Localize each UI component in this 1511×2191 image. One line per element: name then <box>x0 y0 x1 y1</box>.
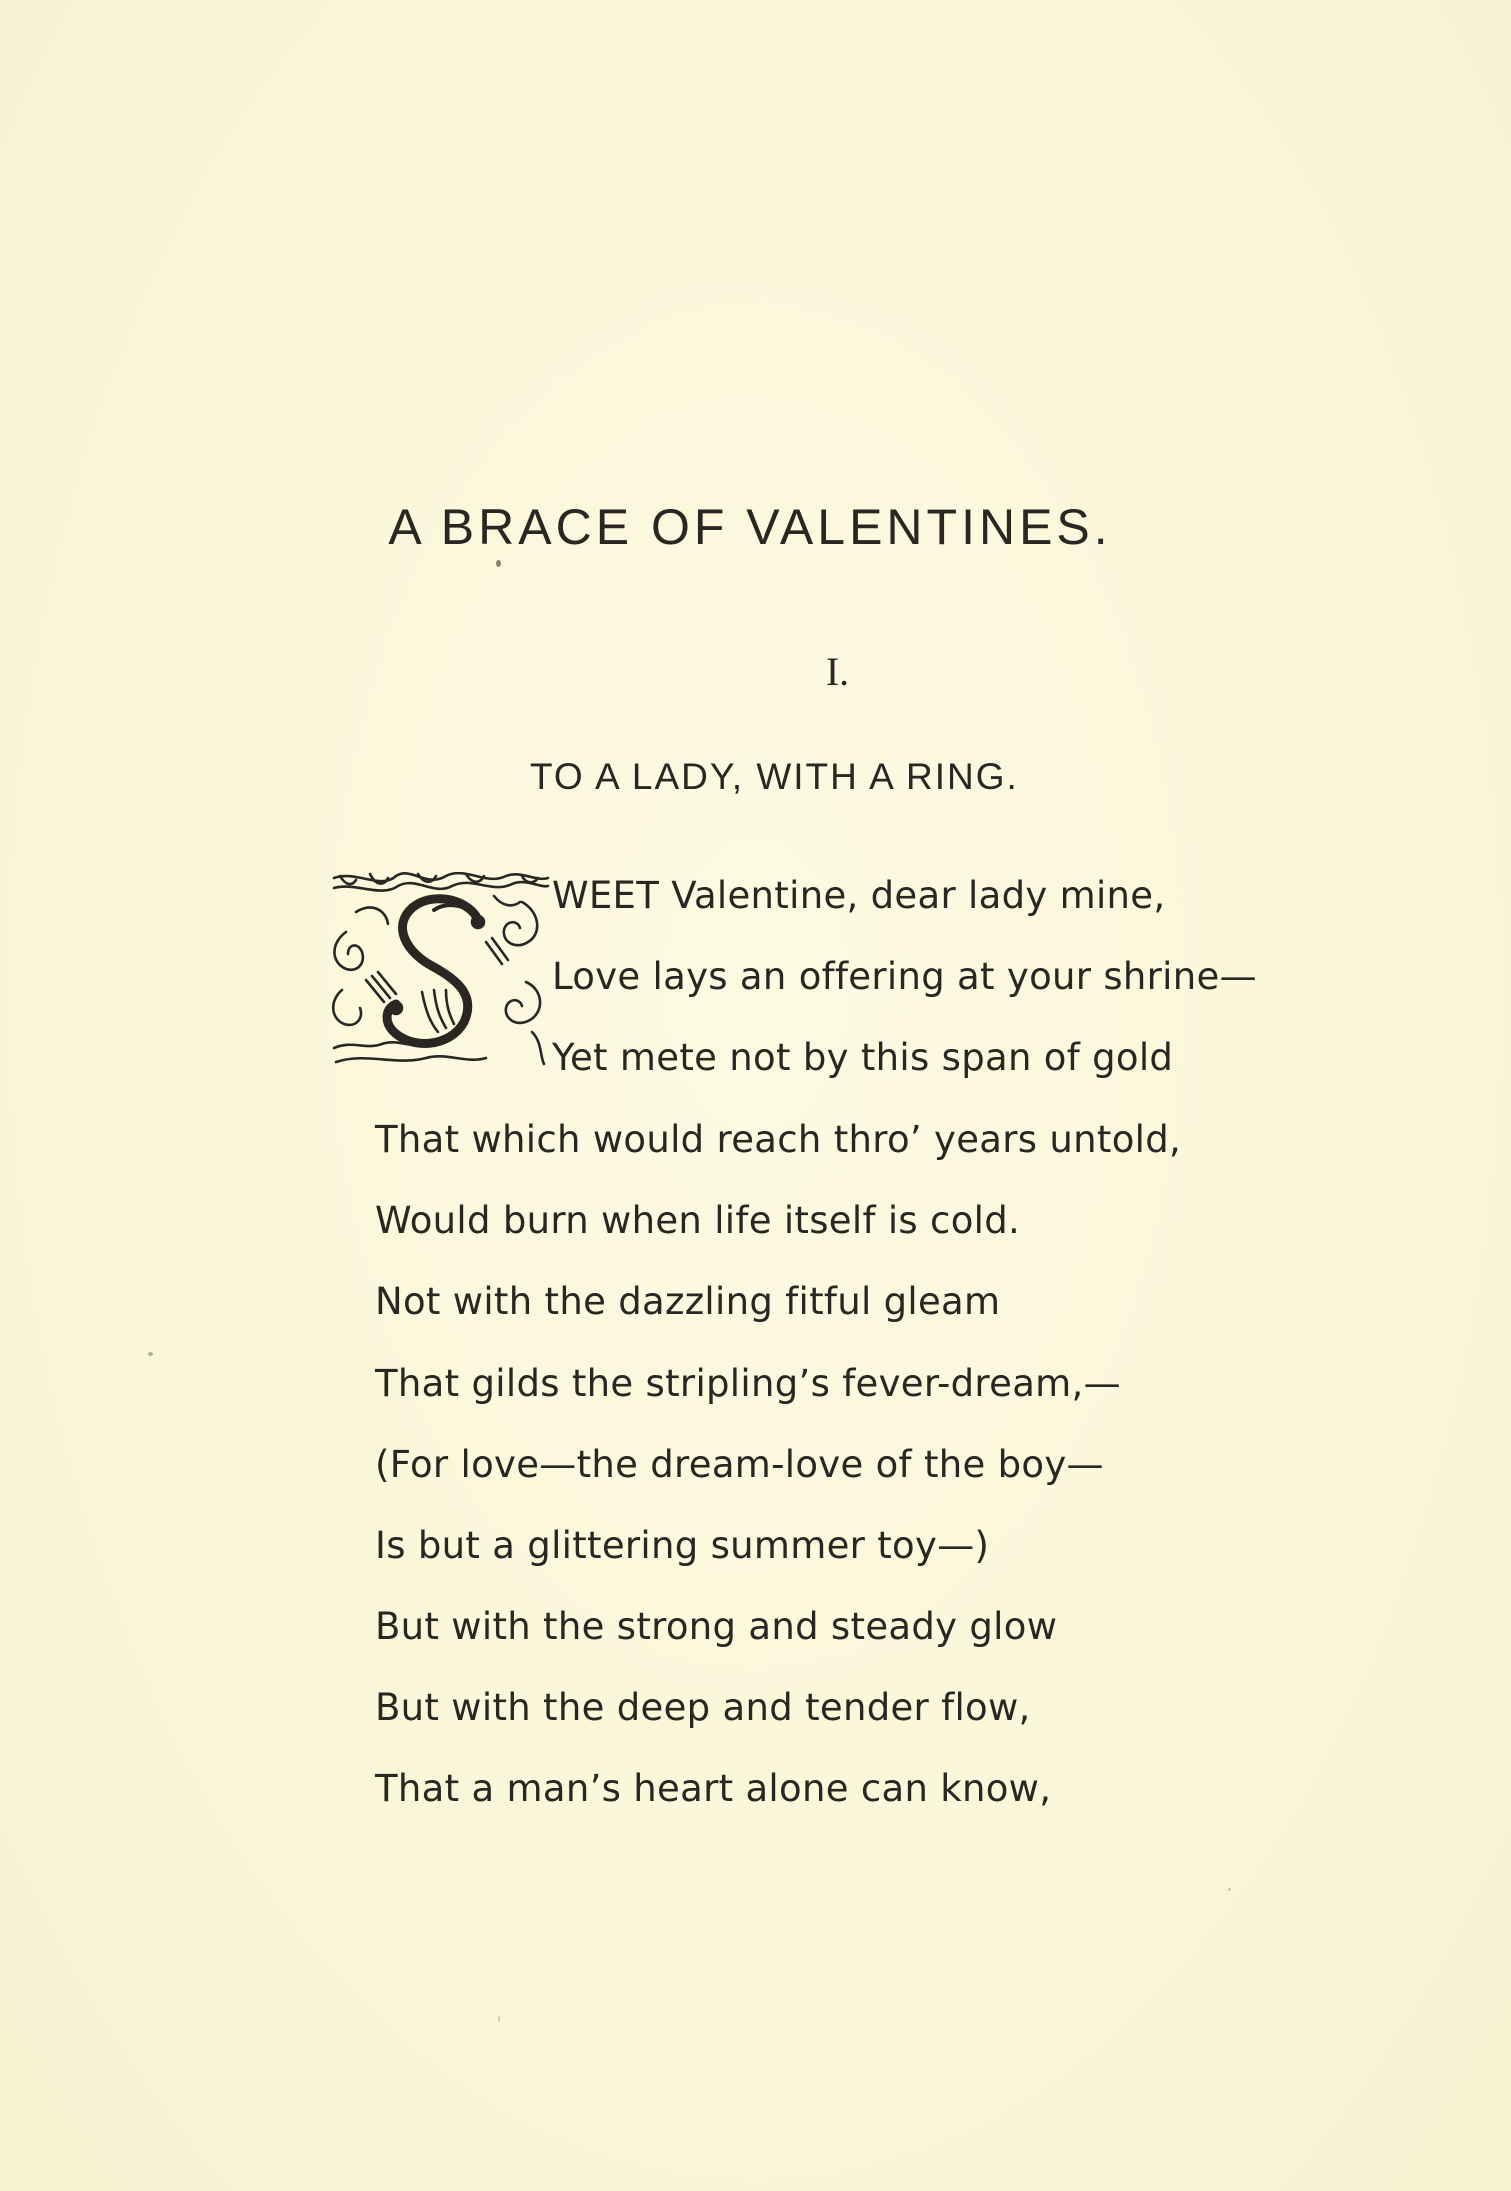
section-numeral: I. <box>825 649 850 694</box>
poem-line-4: That which would reach thro’ years untold, <box>375 1118 1182 1161</box>
ornamental-initial-s-icon <box>326 872 552 1068</box>
poem-line-2: Love lays an offering at your shrine— <box>552 955 1257 998</box>
poem-line-10: But with the strong and steady glow <box>375 1605 1058 1648</box>
poem-line-12: That a man’s heart alone can know, <box>375 1767 1052 1810</box>
poem-line-5: Would burn when life itself is cold. <box>375 1199 1021 1242</box>
poem-line-9: Is but a glittering summer toy—) <box>375 1524 990 1567</box>
paper-speck <box>1228 1888 1231 1891</box>
paper-speck <box>496 560 501 567</box>
poem-line-1: WEET Valentine, dear lady mine, <box>552 874 1166 917</box>
poem-line-8: (For love—the dream-love of the boy— <box>375 1443 1104 1486</box>
paper-speck <box>148 1352 153 1356</box>
poem-line-11: But with the deep and tender flow, <box>375 1686 1031 1729</box>
paper-speck <box>498 2016 500 2022</box>
poem-line-6: Not with the dazzling fitful gleam <box>375 1280 1001 1323</box>
poem-line-7: That gilds the stripling’s fever-dream,— <box>375 1362 1121 1405</box>
poem-title: TO A LADY, WITH A RING. <box>530 756 1019 797</box>
poem-line-3: Yet mete not by this span of gold <box>552 1036 1174 1079</box>
page-title: A BRACE OF VALENTINES. <box>388 499 1112 555</box>
